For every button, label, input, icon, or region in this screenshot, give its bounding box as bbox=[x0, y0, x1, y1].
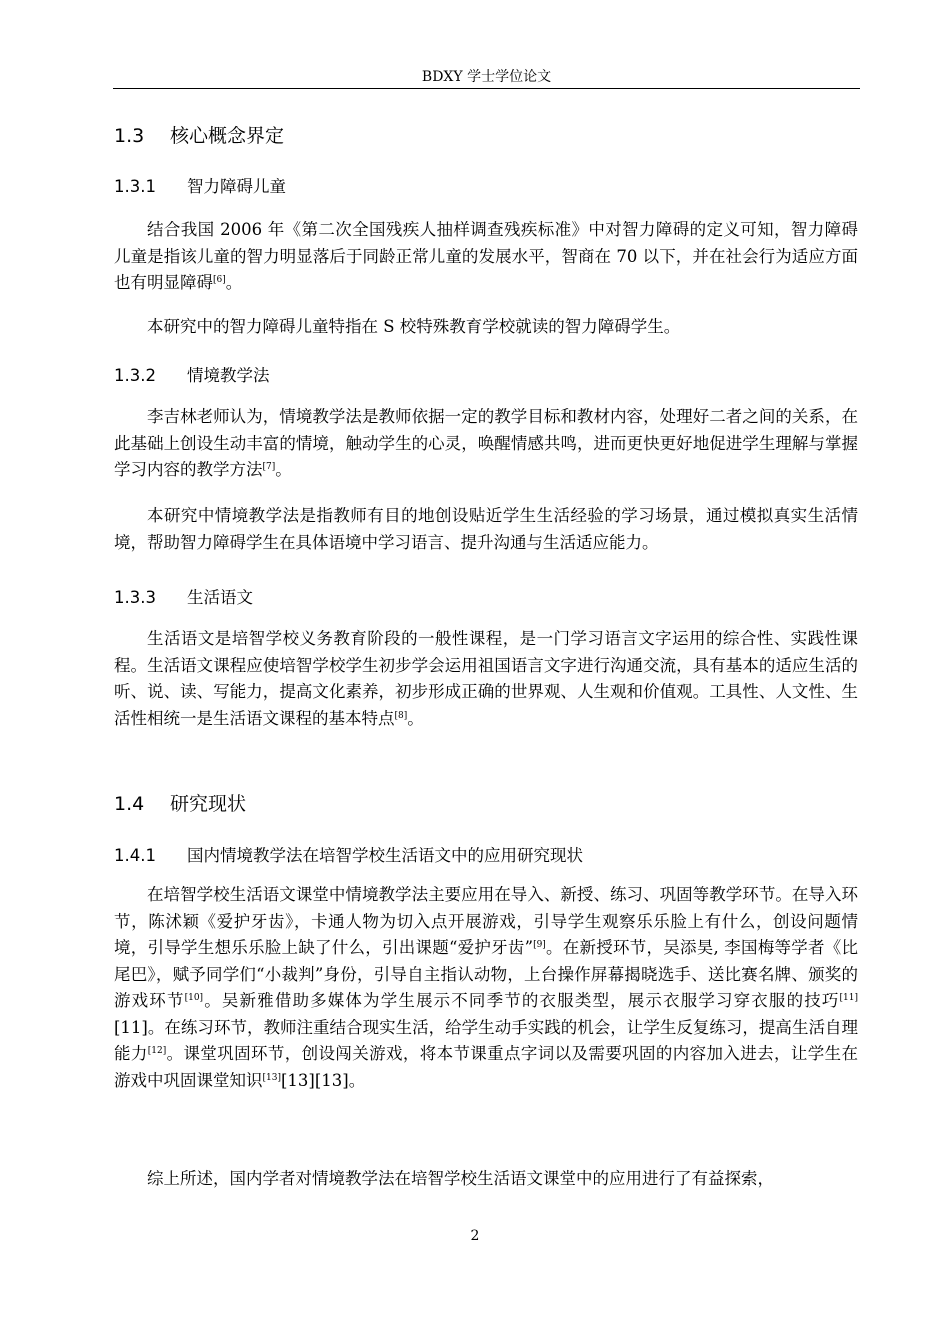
citation: [11] bbox=[839, 993, 859, 1003]
heading-1-3-2 bbox=[114, 365, 270, 387]
paragraph: 结合我国 2006 年《第二次全国残疾人抽样调查残疾标准》中对智力障碍的定义可知，智力障碍儿童是指该儿童的智力明显落后于同龄正常儿童的发展水平，智商在 70 以下，并在社会行为适应方面也有明显障碍[6]。 bbox=[114, 220, 858, 292]
paragraph: 李吉林老师认为，情境教学法是教师依据一定的教学目标和教材内容，处理好二者之间的关系，在此基础上创设生动丰富的情境，触动学生的心灵，唤醒情感共鸣，进而更快更好地促进学生理解与掌握学习内容的教学方法[7]。 bbox=[114, 407, 858, 479]
citation: [10] bbox=[184, 993, 204, 1003]
citation: [8] bbox=[394, 710, 408, 721]
heading-1-3-1 bbox=[114, 176, 286, 198]
heading-number: 1.3.1 bbox=[114, 177, 156, 196]
heading-1-3-3 bbox=[114, 587, 253, 609]
paragraph: 生活语文是培智学校义务教育阶段的一般性课程，是一门学习语言文字运用的综合性、实践性课程。生活语文课程应使培智学校学生初步学会运用祖国语言文字进行沟通交流，具有基本的适应生活的听、说、读、写能力，提高文化素养，初步形成正确的世界观、人生观和价值观。工具性、人文性、生活性相统一是生活语文课程的基本特点[8]。 bbox=[114, 629, 858, 728]
heading-title: 情境教学法 bbox=[187, 366, 270, 385]
paragraph: 在培智学校生活语文课堂中情境教学法主要应用在导入、新授、练习、巩固等教学环节。在导入环节，陈沭颖《爱护牙齿》，卡通人物为切入点开展游戏，引导学生观察乐乐脸上有什么，创设问题情境，引导学生想乐乐脸上缺了什么，引出课题“爱护牙齿”[9]。在新授环节，吴添昊, 李国梅等学者《比尾巴》，赋予同学们“小裁判”身份，引导自主指认动物，上台操作屏幕揭晓选手、送比赛名牌、颁奖的游戏环节[10]。吴新雅借助多媒体为学生展示不同季节的衣服类型，展示衣服学习穿衣服的技巧[11][11]。在练习环节，教师注重结合现实生活，给学生动手实践的机会，让学生反复练习，提高生活自理能力[12]。课堂巩固环节，创设闯关游戏，将本节课重点字词以及需要巩固的内容加入进去，让学生在游戏中巩固课堂知识[13][13][13]。 bbox=[114, 885, 859, 1090]
heading-1-4 bbox=[114, 792, 246, 816]
heading-number: 1.3.2 bbox=[114, 366, 156, 385]
heading-title: 研究现状 bbox=[170, 793, 247, 815]
paragraph: 本研究中的智力障碍儿童特指在 S 校特殊教育学校就读的智力障碍学生。 bbox=[147, 317, 681, 336]
heading-1-3 bbox=[114, 124, 284, 148]
heading-title: 生活语文 bbox=[187, 588, 253, 607]
citation: [9] bbox=[533, 940, 546, 950]
citation: [7] bbox=[262, 462, 276, 472]
citation: [13] bbox=[262, 1072, 281, 1083]
heading-title: 智力障碍儿童 bbox=[187, 177, 286, 196]
heading-title: 核心概念界定 bbox=[170, 125, 285, 147]
heading-number: 1.3 bbox=[114, 125, 145, 147]
heading-number: 1.3.3 bbox=[114, 588, 156, 607]
running-header: BDXY 学士学位论文 bbox=[421, 69, 552, 85]
heading-number: 1.4 bbox=[114, 793, 145, 815]
paragraph: 综上所述，国内学者对情境教学法在培智学校生活语文课堂中的应用进行了有益探索， bbox=[147, 1169, 774, 1188]
heading-title: 国内情境教学法在培智学校生活语文中的应用研究现状 bbox=[187, 846, 583, 865]
citation: [6] bbox=[213, 275, 226, 285]
page-number: 2 bbox=[470, 1228, 480, 1244]
paragraph: 本研究中情境教学法是指教师有目的地创设贴近学生生活经验的学习场景，通过模拟真实生活情境，帮助智力障碍学生在具体语境中学习语言、提升沟通与生活适应能力。 bbox=[114, 506, 858, 552]
header-rule bbox=[113, 88, 860, 89]
heading-1-4-1 bbox=[114, 845, 583, 867]
citation: [12] bbox=[147, 1046, 167, 1056]
heading-number: 1.4.1 bbox=[114, 846, 156, 865]
